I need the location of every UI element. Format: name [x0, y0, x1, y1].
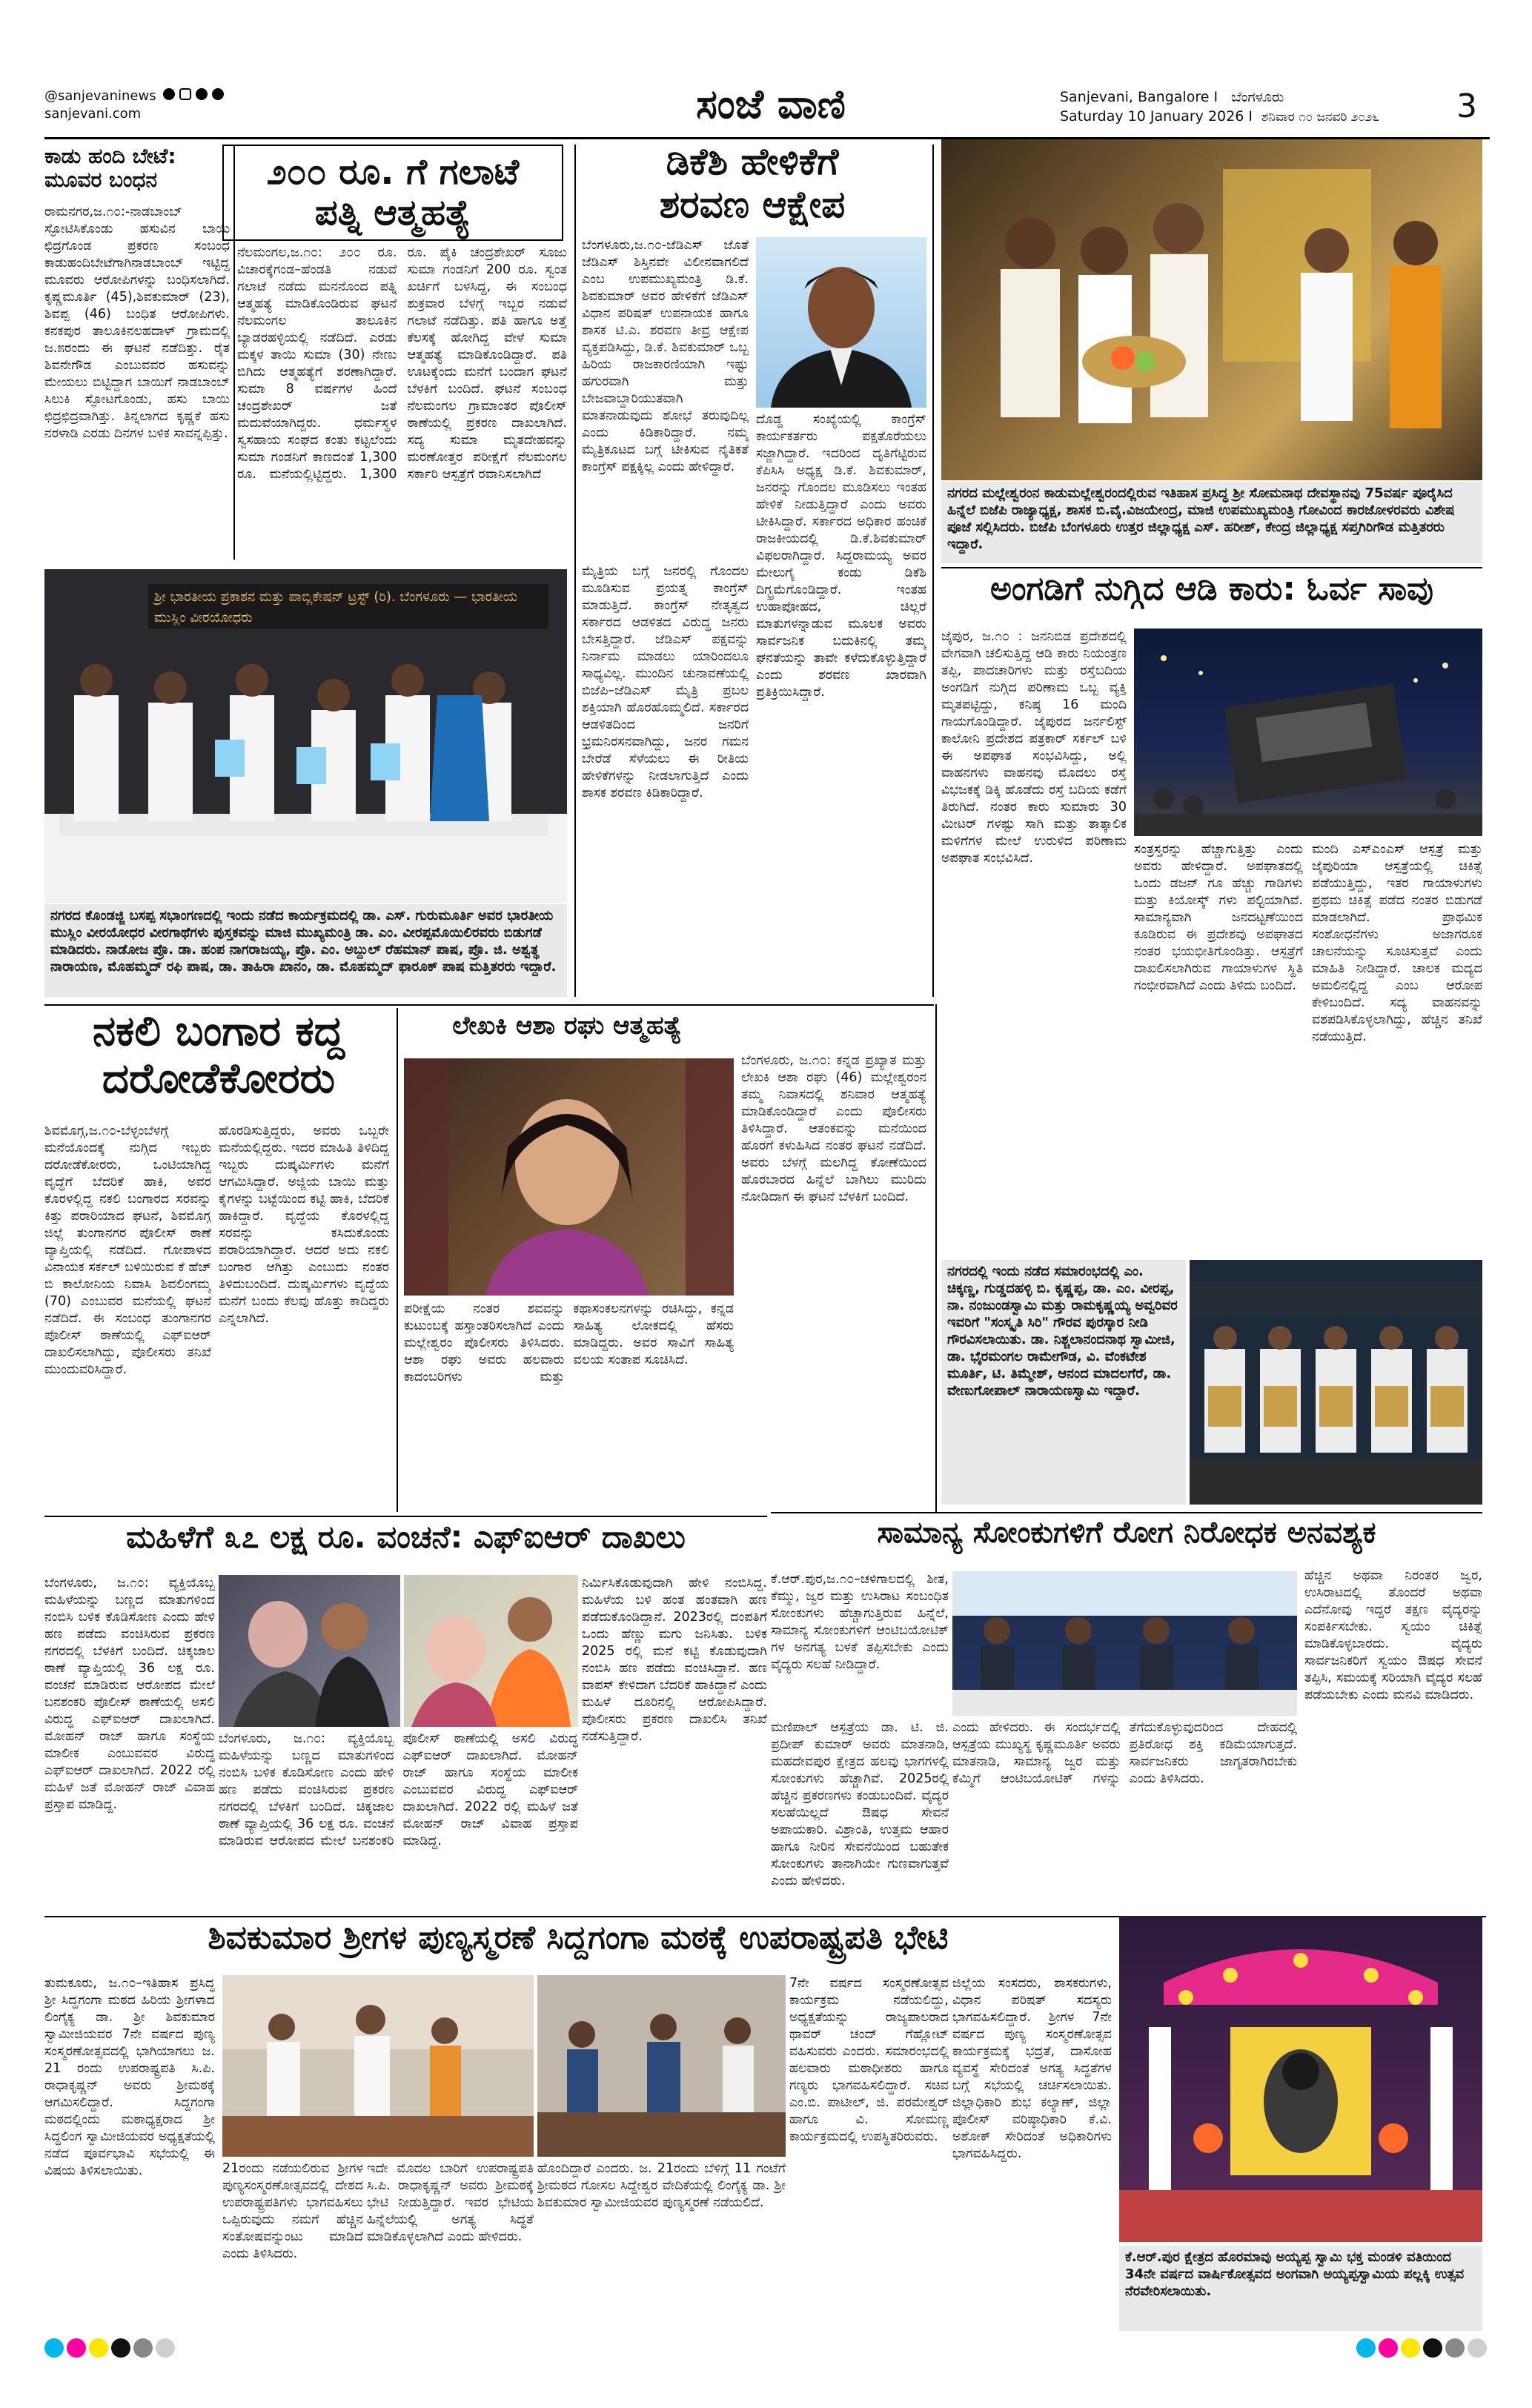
blurred-couple-photo	[219, 1575, 400, 1727]
mahile-body-continued: ಬೆಂಗಳೂರು, ಜ.೧೦: ವ್ಯಕ್ತಿಯೊಬ್ಬ ಮಹಿಳೆಯನ್ನು ಬಣ್ಣದ ಮಾತುಗಳಿಂದ ನಂಬಿಸಿ ಬಳಿಕ ಕೊಡಿಸೋಣ ಎಂದು ಹೇಳಿ ಹಣ ಪಡೆದು ವಂಚಿಸಿರುವ ಪ್ರಕರಣ ನಗರದಲ್ಲಿ ಬೆಳಕಿಗೆ ಬಂದಿದೆ. ಚಿಕ್ಕಜಾಲ ಠಾಣೆ ವ್ಯಾಪ್ತಿಯಲ್ಲಿ 36 ಲಕ್ಷ ರೂ. ವಂಚನೆ ಮಾಡಿರುವ ಆರೋಪದ ಮೇಲೆ ಬನಶಂಕರಿ ಪೊಲೀಸ್ ಠಾಣೆಯಲ್ಲಿ ಅಸಲಿ ವಿರುದ್ಧ ಎಫ್ಐಆರ್ ದಾಖಲಾಗಿದೆ. ಮೋಹನ್ ರಾಜ್ ಹಾಗೂ ಸಂಸ್ಥೆಯ ಮಾಲೀಕ ಎಂಬುವವರ ವಿರುದ್ಧ ಎಫ್ಐಆರ್ ದಾಖಲಾಗಿದೆ. 2022 ರಲ್ಲಿ ಮಹಿಳೆ ಜತೆ ಮೋಹನ್ ರಾಜ್ ವಿವಾಹ ಪ್ರಸ್ತಾಪ ಮಾಡಿದ್ದ.	[219, 1731, 578, 1848]
ayyappa-idol-photo	[1119, 1916, 1482, 2242]
galate-headline-line2: ಪತ್ನಿ ಆತ್ಮಹತ್ಯೆ	[314, 192, 471, 234]
doctors-panel-scene	[952, 1571, 1297, 1716]
edition-name: Sanjevani, Bangalore	[1060, 89, 1210, 105]
saravana-photo	[756, 237, 926, 408]
officials-meeting-scene	[537, 1975, 786, 2157]
masthead-logo: ಸಂಜೆ ವಾಣಿ	[696, 80, 846, 127]
siddaganga-photo-right	[537, 1975, 786, 2157]
reg-dot	[111, 2338, 130, 2358]
woman-portrait	[404, 1058, 734, 1296]
book-release-scene	[44, 569, 567, 903]
samanya-body-right: ಹೆಚ್ಚಿನ ಅಥವಾ ನಿರಂತರ ಜ್ವರ, ಉಸಿರಾಟದಲ್ಲಿ ತೊಂದರೆ ಅಥವಾ ಎದೆನೋವು ಇದ್ದರೆ ತಕ್ಷಣ ವೈದ್ಯರನ್ನು ಸಂಪರ್ಕಿಸಬೇಕು. ಸ್ವಯಂ ಚಿಕಿತ್ಸೆ ಮಾಡಿಕೊಳ್ಳಬಾರದು. ವೈದ್ಯರು ಸಾರ್ವಜನಿಕರಿಗೆ ಸ್ವಯಂ ಔಷಧ ಸೇವನೆ ತಪ್ಪಿಸಿ, ಸಮಯಕ್ಕೆ ಸರಿಯಾಗಿ ವೈದ್ಯರ ಸಲಹೆ ಪಡೆಯಬೇಕು ಎಂದು ಮನವಿ ಮಾಡಿದರು.	[1304, 1568, 1482, 1702]
galate-headline-line1: ೨೦೦ ರೂ. ಗೆ ಗಲಾಟೆ	[266, 151, 520, 193]
divider	[771, 1512, 1482, 1513]
shivakumara-body-right2: ಜಿಲ್ಲೆಯ ಸಂಸದರು, ಶಾಸಕರುಗಳು, ವಿಧಾನ ಪರಿಷತ್ ಸದಸ್ಯರು ಭಾಗವಹಿಸಲಿದ್ದಾರೆ. ಶ್ರೀಗಳ 7ನೇ ವರ್ಷದ ಪುಣ್ಯ ಸಂಸ್ಮರಣೋತ್ಸವ ಕಾರ್ಯಕ್ರಮಕ್ಕೆ ಭದ್ರತೆ, ದಾಸೋಹ ವ್ಯವಸ್ಥೆ ಸೇರಿದಂತೆ ಅಗತ್ಯ ಸಿದ್ಧತೆಗಳ ಬಗ್ಗೆ ಸಭೆಯಲ್ಲಿ ಚರ್ಚಿಸಲಾಯಿತು. ಜಿಲ್ಲಾಧಿಕಾರಿ ಶುಭ ಕಲ್ಯಾಣ್, ಜಿಲ್ಲಾ ಪೊಲೀಸ್ ವರಿಷ್ಠಾಧಿಕಾರಿ ಕೆ.ವಿ. ಅಶೋಕ್ ಸೇರಿದಂತೆ ಅಧಿಕಾರಿಗಳು ಭಾಗವಹಿಸಿದ್ದರು.	[952, 1976, 1112, 2161]
book-release-photo	[44, 569, 567, 903]
siddaganga-body-mid1: ಸಿ.ಪಿ. ರಾಧಾಕೃಷ್ಣನ್ ಅವರು ಶ್ರೀಮಠಕ್ಕೆ ಭೇಟಿ ನೀಡುತ್ತಿದ್ದಾರೆ. ಇವರ ಭೇಟಿಯ ಹಿನ್ನೆಲೆಯಲ್ಲಿ ಅಗತ್ಯ ಸಿದ್ಧತೆ ಮಾಡಿಕೊಳ್ಳಲಾಗಿದೆ ಎಂದು ಹೇಳಿದರು.	[367, 2178, 534, 2244]
samanya-headline: ಸಾಮಾನ್ಯ ಸೋಂಕುಗಳಿಗೆ ರೋಗ ನಿರೋಧಕ ಅನವಶ್ಯಕ	[877, 1516, 1376, 1550]
mahile-body-left: ಬೆಂಗಳೂರು, ಜ.೧೦: ವ್ಯಕ್ತಿಯೊಬ್ಬ ಮಹಿಳೆಯನ್ನು ಬಣ್ಣದ ಮಾತುಗಳಿಂದ ನಂಬಿಸಿ ಬಳಿಕ ಕೊಡಿಸೋಣ ಎಂದು ಹೇಳಿ ಹಣ ಪಡೆದು ವಂಚಿಸಿರುವ ಪ್ರಕರಣ ನಗರದಲ್ಲಿ ಬೆಳಕಿಗೆ ಬಂದಿದೆ. ಚಿಕ್ಕಜಾಲ ಠಾಣೆ ವ್ಯಾಪ್ತಿಯಲ್ಲಿ 36 ಲಕ್ಷ ರೂ. ವಂಚನೆ ಮಾಡಿರುವ ಆರೋಪದ ಮೇಲೆ ಬನಶಂಕರಿ ಪೊಲೀಸ್ ಠಾಣೆಯಲ್ಲಿ ಅಸಲಿ ವಿರುದ್ಧ ಎಫ್ಐಆರ್ ದಾಖಲಾಗಿದೆ. ಮೋಹನ್ ರಾಜ್ ಹಾಗೂ ಸಂಸ್ಥೆಯ ಮಾಲೀಕ ಎಂಬುವವರ ವಿರುದ್ಧ ಎಫ್ಐಆರ್ ದಾಖಲಾಗಿದೆ. 2022 ರಲ್ಲಿ ಮಹಿಳೆ ಜತೆ ಮೋಹನ್ ರಾಜ್ ವಿವಾಹ ಪ್ರಸ್ತಾಪ ಮಾಡಿದ್ದ.	[44, 1576, 215, 1812]
social-block	[44, 87, 224, 123]
crashed-car-scene	[1134, 628, 1482, 836]
instagram-icon[interactable]	[179, 88, 191, 100]
divider	[935, 1004, 937, 1512]
dks-body-left: ಬೆಂಗಳೂರು,ಜ.೧೦-ಜೆಡಿಎಸ್ ಜೊತೆ ಜೆಡಿಎಸ್ ಶಿಸ್ತಿನವೇ ವಿಲೀನವಾಗಲಿದೆ ಎಂಬ ಉಪಮುಖ್ಯಮಂತ್ರಿ ಡಿ.ಕೆ. ಶಿವಕುಮಾರ್ ಅವರ ಹೇಳಿಕೆಗೆ ಜೆಡಿಎಸ್ ವಿಧಾನ ಪರಿಷತ್ ಉಪನಾಯಕ ಹಾಗೂ ಶಾಸಕ ಟಿ.ಎ. ಶರವಣ ತೀವ್ರ ಆಕ್ಷೇಪ ವ್ಯಕ್ತಪಡಿಸಿದ್ದು, ಡಿ.ಕೆ. ಶಿವಕುಮಾರ್ ಒಬ್ಬ ಹಿರಿಯ ರಾಜಕಾರಣಿಯಾಗಿ ಇಷ್ಟು ಹಗುರವಾಗಿ ಮತ್ತು ಬೇಜವಾಬ್ದಾರಿಯುತವಾಗಿ ಮಾತನಾಡುವುದು ಶೋಭೆ ತರುವುದಿಲ್ಲ ಎಂದು ಕಿಡಿಕಾರಿದ್ದಾರೆ. ನಮ್ಮ ಮೈತ್ರಿಕೂಟದ ಬಗ್ಗೆ ಟೀಕಿಸುವ ನೈತಿಕತೆ ಕಾಂಗ್ರೆಸ್ ಪಕ್ಷಕ್ಕಿಲ್ಲ ಎಂದು ಹೇಳಿದ್ದಾರೆ.	[582, 238, 749, 474]
award-caption: ನಗರದಲ್ಲಿ ಇಂದು ನಡೆದ ಸಮಾರಂಭದಲ್ಲಿ ಎಂ. ಚಿಕ್ಕಣ್ಣ, ಗುಡ್ಡದಹಳ್ಳಿ ಬಿ. ಕೃಷ್ಣಪ್ಪ, ಡಾ. ಎಂ. ವೀರಪ್ಪ, ನಾ. ನಂಜುಂಡಸ್ವಾಮಿ ಮತ್ತು ರಾಮಕೃಷ್ಣಯ್ಯ ಅವ್ವರಿವರ ಇವರಿಗೆ "ಸಂಸ್ಕೃತಿ ಸಿರಿ" ಗೌರವ ಪುರಸ್ಕಾರ ನೀಡಿ ಗೌರವಿಸಲಾಯಿತು. ಡಾ. ನಿಶ್ಚಲಾನಂದನಾಥ ಸ್ವಾಮೀಜಿ, ಡಾ. ಭೈರಮಂಗಲ ರಾಮೇಗೌಡ, ವಿ. ವೆಂಕಟೇಶ ಮೂರ್ತಿ, ಟಿ. ತಿಮ್ಮೇಶ್, ಆನಂದ ಮಾದಲಗೆರೆ, ಡಾ. ವೇಣುಗೋಪಾಲ್ ನಾರಾಯಣಸ್ವಾಮಿ ಇದ್ದಾರೆ.	[941, 1260, 1186, 1505]
accident-photo	[1134, 628, 1482, 836]
kadu-headline-line1: ಕಾಡು ಹಂದಿ ಬೇಟೆ:	[44, 145, 176, 168]
siddaganga-caption-right: ಇದೇ ಮೊದಲ ಬಾರಿಗೆ ಉಪರಾಷ್ಟ್ರಪತಿ	[367, 2161, 534, 2176]
divider	[397, 1008, 398, 1512]
lekhaki-headline: ಲೇಖಕಿ ಆಶಾ ರಘು ಆತ್ಮಹತ್ಯೆ	[452, 1012, 682, 1041]
website-link[interactable]: sanjevani.com	[44, 106, 142, 122]
facebook-icon[interactable]	[163, 88, 175, 100]
book-banner: ಶ್ರೀ ಭಾರತೀಯ ಪ್ರಕಾಶನ ಮತ್ತು ಪಾಬ್ಲಿಕೇಷನ್ ಟ್ರಸ್ಟ್ (ರಿ). ಬೆಂಗಳೂರು — ಭಾರತೀಯ ಮುಸ್ಲಿಂ ವೀರಯೋಧರು	[148, 584, 548, 628]
lekhaki-body-bottom: ಪರೀಕ್ಷೆಯ ನಂತರ ಶವವನ್ನು ಕುಟುಂಬಕ್ಕೆ ಹಸ್ತಾಂತರಿಸಲಾಗಿದೆ ಎಂದು ಮಲ್ಲೇಶ್ವರಂ ಪೊಲೀಸರು ತಿಳಿಸಿದರು. ಆಶಾ ರಘು ಅವರು ಹಲವಾರು ಕಾದಂಬರಿಗಳು ಮತ್ತು ಕಥಾಸಂಕಲನಗಳನ್ನು ರಚಿಸಿದ್ದು, ಕನ್ನಡ ಸಾಹಿತ್ಯ ಲೋಕದಲ್ಲಿ ಹೆಸರು ಮಾಡಿದ್ದರು. ಅವರ ಸಾವಿಗೆ ಸಾಹಿತ್ಯ ವಲಯ ಸಂತಾಪ ಸೂಚಿಸಿದೆ.	[404, 1301, 734, 1384]
angadi-body-bottom-right: ಮಂದಿ ಎಸ್ಎಂಎಸ್ ಆಸ್ಪತ್ರೆ ಮತ್ತು ಜೈಪುರಿಯಾ ಆಸ್ಪತ್ರೆಯಲ್ಲಿ ಚಿಕಿತ್ಸೆ ಪಡೆಯುತ್ತಿದ್ದು, ಇತರ ಗಾಯಾಳುಗಳು ಪ್ರಥಮ ಚಿಕಿತ್ಸೆ ಪಡೆದ ನಂತರ ಬಿಡುಗಡೆ ಮಾಡಲಾಗಿದೆ. ಪ್ರಾಥಮಿಕ ಸಂಶೋಧನೆಗಳು ಅಜಾಗರೂಕ ಚಾಲನೆಯನ್ನು ಸೂಚಿಸುತ್ತವೆ ಎಂದು ಮಾಹಿತಿ ನೀಡಿದ್ದಾರೆ. ಚಾಲಕ ಮದ್ಯದ ಅಮಲಿನಲ್ಲಿದ್ದ ಎಂಬ ಆರೋಪ ಕೇಳಿಬಂದಿದೆ. ಸದ್ಯ ವಾಹನವನ್ನು ವಶಪಡಿಸಿಕೊಳ್ಳಲಾಗಿದ್ದು, ಹೆಚ್ಚಿನ ತನಿಖೆ ನಡೆಯುತ್ತಿದೆ.	[1312, 842, 1482, 1044]
reg-dot	[133, 2338, 153, 2358]
samanya-body-left: ಮಣಿಪಾಲ್ ಆಸ್ಪತ್ರೆಯ ಡಾ. ಟಿ. ಜಿ. ಪ್ರದೀಪ್ ಕುಮಾರ್ ಅವರು ಮಾತನಾಡಿ, ಮಹದೇವಪುರ ಕ್ಷೇತ್ರದ ಹಲವು ಭಾಗಗಳಲ್ಲಿ ಸೋಂಕುಗಳು ಹೆಚ್ಚಾಗಿವೆ. 2025ರಲ್ಲಿ ಹೆಚ್ಚಿನ ಪ್ರಕರಣಗಳು ಕಂಡುಬಂದಿವೆ. ವೈದ್ಯರ ಸಲಹೆಯಿಲ್ಲದೆ ಔಷಧ ಸೇವನೆ ಅಪಾಯಕಾರಿ. ವಿಶ್ರಾಂತಿ, ಉತ್ತಮ ಆಹಾರ ಹಾಗೂ ನೀರಿನ ಸೇವನೆಯಿಂದ ಬಹುತೇಕ ಸೋಂಕುಗಳು ತಾನಾಗಿಯೇ ಗುಣವಾಗುತ್ತವೆ ಎಂದು ಹೇಳಿದರು.	[771, 1720, 949, 1888]
dks-body-right: ಮೈತ್ರಿಯ ಬಗ್ಗೆ ಜನರಲ್ಲಿ ಗೊಂದಲ ಮೂಡಿಸುವ ಪ್ರಯತ್ನ ಕಾಂಗ್ರೆಸ್ ಮಾಡುತ್ತಿದೆ. ಕಾಂಗ್ರೆಸ್ ನೇತೃತ್ವದ ಸರ್ಕಾರದ ಆಡಳಿತದ ವಿರುದ್ಧ ಜನರು ಬೇಸತ್ತಿದ್ದಾರೆ. ಜೆಡಿಎಸ್ ಪಕ್ಷವನ್ನು ನಿರ್ನಾಮ ಮಾಡಲು ಯಾರಿಂದಲೂ ಸಾಧ್ಯವಿಲ್ಲ. ಮುಂದಿನ ಚುನಾವಣೆಯಲ್ಲಿ ಬಿಜೆಪಿ–ಜೆಡಿಎಸ್ ಮೈತ್ರಿ ಪ್ರಬಲ ಶಕ್ತಿಯಾಗಿ ಹೊರಹೊಮ್ಮಲಿದೆ. ಸರ್ಕಾರದ ಆಡಳಿತದಿಂದ ಜನರಿಗೆ ಭ್ರಮನಿರಸನವಾಗಿದ್ದು, ಜನರ ಗಮನ ಬೇರೆಡೆ ಸೆಳೆಯಲು ಈ ರೀತಿಯ ಹೇಳಿಕೆಗಳನ್ನು ನೀಡಲಾಗುತ್ತಿದೆ ಎಂದು ಶಾಸಕ ಶರವಣ ಕಿಡಿಕಾರಿದ್ದಾರೆ.	[582, 564, 749, 800]
temple-photo	[941, 139, 1482, 480]
mahile-photo-caption	[219, 1731, 578, 1908]
registration-marks-right	[1356, 2338, 1490, 2361]
reg-dot	[1423, 2338, 1442, 2358]
reg-dot	[1356, 2338, 1376, 2358]
blurred-couple-photo	[404, 1575, 578, 1727]
date-en: Saturday 10 January 2026	[1060, 108, 1244, 125]
samanya-body-top: ಕೆ.ಆರ್.ಪುರ,ಜ.೧೦–ಚಳಿಗಾಲದಲ್ಲಿ ಶೀತ, ಕೆಮ್ಮು, ಜ್ವರ ಮತ್ತು ಉಸಿರಾಟ ಸಂಬಂಧಿತ ಸೋಂಕುಗಳು ಹೆಚ್ಚಾಗುತ್ತಿರುವ ಹಿನ್ನೆಲೆ, ಸಾಮಾನ್ಯ ಸೋಂಕುಗಳಿಗೆ ಆಂಟಿಬಯೋಟಿಕ್ ಗಳ ಅನಗತ್ಯ ಬಳಕೆ ತಪ್ಪಿಸಬೇಕು ಎಂದು ವೈದ್ಯರು ಸಲಹೆ ನೀಡಿದ್ದಾರೆ.	[771, 1572, 949, 1672]
mahile-photo-right	[404, 1575, 578, 1727]
kadu-body: ರಾಮನಗರ,ಜ.೧೦:-ನಾಡಬಾಂಬ್ ಸ್ಫೋಟಿಸಿಕೊಂಡು ಹಸುವಿನ ಬಾಯಿ ಛಿದ್ರಗೊಂಡ ಪ್ರಕರಣ ಸಂಬಂಧ ಕಾಡುಹಂದಿಬೇಟೆಗಾಗಿನಾಡಬಾಂಬ್ ಇಟ್ಟಿದ್ದ ಮೂವರು ಆರೋಪಿಗಳನ್ನು ಬಂಧಿಸಲಾಗಿದೆ. ಕೃಷ್ಣಮೂರ್ತಿ (45),ಶಿವಕುಮಾರ್ (23), ಶಿವಪ್ಪ (46) ಬಂಧಿತ ಆರೋಪಿಗಳು. ಕನಕಪುರ ತಾಲೂಕಿನಲಹದಾಳ್ ಗ್ರಾಮದಲ್ಲಿ ಜ.೫ರಂದು ಈ ಘಟನೆ ನಡೆದಿತ್ತು. ರೈತ ಶಿವನೇಗೌಡ ಎಂಬುವವರ ಹಸುವನ್ನು ಮೇಯಲು ಬಿಟ್ಟಿದ್ದಾಗ ಬಾಯಿಗೆ ನಾಡಬಾಂಬ್ ಸಿಲುಕಿ ಸ್ಫೋಟಗೊಂಡು, ಹಸು ಬಾಯಿ ಛಿದ್ರಛಿದ್ರವಾಗಿತ್ತು. ತಿನ್ನಲಾಗದ ಕೃಷ್ಣಕೆ ಹಸು ನರಳಾಡಿ ಎರಡು ದಿನಗಳ ಬಳಿಕ ಸಾವನ್ನಪ್ಪಿತ್ತು.	[44, 205, 230, 441]
samanya-body-mid: ಎಂದು ಹೇಳಿದರು. ಈ ಸಂದರ್ಭದಲ್ಲಿ ಆಸ್ಪತ್ರೆಯ ಮುಖ್ಯಸ್ಥ ಕೃಷ್ಣಮೂರ್ತಿ ಅವರು ಮಾತನಾಡಿ, ಸಾಮಾನ್ಯ ಜ್ವರ ಮತ್ತು ಕೆಮ್ಮಿಗೆ ಆಂಟಿಬಯೋಟಿಕ್ ಗಳನ್ನು ತೆಗೆದುಕೊಳ್ಳುವುದರಿಂದ ದೇಹದಲ್ಲಿ ಪ್ರತಿರೋಧ ಶಕ್ತಿ ಕಡಿಮೆಯಾಗುತ್ತದೆ. ಸಾರ್ವಜನಿಕರು ಜಾಗೃತರಾಗಿರಬೇಕು ಎಂದು ತಿಳಿಸಿದರು.	[952, 1720, 1297, 1786]
person-portrait-icon	[756, 237, 926, 408]
divider	[44, 1516, 767, 1517]
kadu-headline-line2: ಮೂವರ ಬಂಧನ	[44, 168, 158, 193]
siddaganga-photo-left	[222, 1975, 534, 2157]
divider	[44, 1004, 934, 1006]
page-header	[0, 0, 1532, 145]
shivakumara-body-right1: 7ನೇ ವರ್ಷದ ಸಂಸ್ಮರಣೋತ್ಸವ ಕಾರ್ಯಕ್ರಮ ನಡೆಯಲಿದ್ದು, ಅಧ್ಯಕ್ಷತೆಯನ್ನು ರಾಜ್ಯಪಾಲರಾದ ಥಾವರ್ ಚಂದ್ ಗೆಹ್ಲೋಟ್ ವಹಿಸುವರು ಎಂದರು. ಸಮಾರಂಭದಲ್ಲಿ ಹಲವಾರು ಮಠಾಧೀಶರು ಹಾಗೂ ಗಣ್ಯರು ಭಾಗವಹಿಸಲಿದ್ದಾರೆ. ಸಚಿವ ಎಂ.ಬಿ. ಪಾಟೀಲ್, ಜಿ. ಪರಮೇಶ್ವರ್ ಹಾಗೂ ವಿ. ಸೋಮಣ್ಣ ಕಾರ್ಯಕ್ರಮದಲ್ಲಿ ಉಪಸ್ಥಿತರಿರುವರು.	[789, 1976, 949, 2144]
shivakumara-body-mid2: ಹೊಂದಿದ್ದಾರೆ ಎಂದರು. ಜ. 21ರಂದು ಬೆಳಿಗ್ಗೆ 11 ಗಂಟೆಗೆ ಶ್ರೀಮಠದ ಗೋಸಲ ಸಿದ್ದೇಶ್ವರ ವೇದಿಕೆಯಲ್ಲಿ ಲಿಂಗೈಕ್ಯ ಡಾ. ಶ್ರೀ ಶಿವಕುಮಾರ ಸ್ವಾಮೀಜಿಯವರ ಪುಣ್ಯಸ್ಮರಣೆ ನಡೆಯಲಿದೆ.	[537, 2161, 786, 2210]
reg-dot	[89, 2338, 108, 2358]
nakali-body-right: ಹೊರಡಿಸುತ್ತಿದ್ದರು, ಅವರು ಒಬ್ಬರೇ ಮನೆಯಲ್ಲಿದ್ದರು. ಇದರ ಮಾಹಿತಿ ತಿಳಿದಿದ್ದ ಇಬ್ಬರು ದುಷ್ಕರ್ಮಿಗಳು ಮನೆಗೆ ಆಗಮಿಸಿದ್ದಾರೆ. ಅಜ್ಜಿಯ ಬಾಯಿ ಮತ್ತು ಕೈಗಳನ್ನು ಬಟ್ಟೆಯಿಂದ ಕಟ್ಟಿ ಹಾಕಿ, ಬೆದರಿಕೆ ಹಾಕಿದ್ದಾರೆ. ವೃದ್ಧೆಯ ಕೊರಳಲ್ಲಿದ್ದ ಸರವನ್ನು ಕಸಿದುಕೊಂಡು ಪರಾರಿಯಾಗಿದ್ದಾರೆ. ಆದರೆ ಅದು ನಕಲಿ ಬಂಗಾರ ಆಗಿತ್ತು ಎಂಬುದು ನಂತರ ತಿಳಿದುಬಂದಿದೆ. ದುಷ್ಕರ್ಮಿಗಳು ವೃದ್ಧೆಯ ಮನೆಗೆ ಬಂದು ಕೆಲವು ಹೊತ್ತು ಕಾದಿದ್ದರು ಎನ್ನಲಾಗಿದೆ.	[219, 1124, 389, 1326]
social-handle: @sanjevaninews	[44, 88, 156, 104]
angadi-body-bottom-left: ಸಂತ್ರಸ್ತರನ್ನು ಹೆಚ್ಚಾಗುತ್ತಿತ್ತು ಎಂದು ಅವರು ಹೇಳಿದ್ದಾರೆ. ಅಪಘಾತದಲ್ಲಿ ಒಂದು ಡಜನ್ ಗೂ ಹೆಚ್ಚು ಗಾಡಿಗಳು ಮತ್ತು ಕಿಯೋಸ್ಕ್ ಗಳು ಪಲ್ಟಿಯಾಗಿವೆ. ಸಾಮಾನ್ಯವಾಗಿ ಜನದಟ್ಟಣೆಯಿಂದ ಕೂಡಿರುವ ಈ ಪ್ರದೇಶವು ಅಪಘಾತದ ನಂತರ ಭಯಭೀತಿಗೊಂಡಿತ್ತು. ಆಸ್ಪತ್ರೆಗೆ ದಾಖಲಿಸಲಾಗಿರುವ ಗಾಯಾಳುಗಳ ಸ್ಥಿತಿ ಗಂಭೀರವಾಗಿದೆ ಎಂದು ತಿಳಿದು ಬಂದಿದೆ.	[1134, 842, 1303, 993]
asha-raghu-photo	[404, 1058, 734, 1296]
lekhaki-body-top: ಬೆಂಗಳೂರು, ಜ.೧೦: ಕನ್ನಡ ಪ್ರಖ್ಯಾತ ಮತ್ತು ಲೇಖಕಿ ಆಶಾ ರಘು (46) ಮಲ್ಲೇಶ್ವರಂನ ತಮ್ಮ ನಿವಾಸದಲ್ಲಿ ಶನಿವಾರ ಆತ್ಮಹತ್ಯೆ ಮಾಡಿಕೊಂಡಿದ್ದಾರೆ ಎಂದು ಪೊಲೀಸರು ತಿಳಿಸಿದ್ದಾರೆ. ಆತಂಕವನ್ನು ಮನೆಯಿಂದ ಹೊರಗೆ ಕಳುಹಿಸಿದ ನಂತರ ಘಟನೆ ನಡೆದಿದೆ. ಅವರು ಬೆಳಗ್ಗೆ ಮಲಗಿದ್ದ ಕೋಣೆಯಿಂದ ಹೊರಬಾರದ ಹಿನ್ನೆಲೆ ಬಾಗಿಲು ಮುರಿದು ನೋಡಿದಾಗ ಈ ಘಟನೆ ಬೆಳಕಿಗೆ ಬಂದಿದೆ.	[741, 1053, 926, 1204]
temple-scene	[941, 139, 1482, 480]
mahile-body-right: ನಿರ್ಮಿಸಿಕೊಡುವುದಾಗಿ ಹೇಳಿ ನಂಬಿಸಿದ್ದ. ಮಹಿಳೆಯ ಬಳಿ ಹಂತ ಹಂತವಾಗಿ ಹಣ ಪಡೆದುಕೊಂಡಿದ್ದಾನೆ. 2023ರಲ್ಲಿ ದಂಪತಿಗೆ ಒಂದು ಹೆಣ್ಣು ಮಗು ಜನಿಸಿತು. ಬಳಿಕ 2025 ರಲ್ಲಿ ಮನೆ ಕಟ್ಟಿ ಕೊಡುವುದಾಗಿ ನಂಬಿಸಿ ಹಣ ಪಡೆದು ವಂಚಿಸಿದ್ದಾನೆ. ಹಣ ವಾಪಸ್ ಕೇಳಿದಾಗ ಬೆದರಿಕೆ ಹಾಕಿದ್ದಾನೆ ಎಂದು ಮಹಿಳೆ ದೂರಿನಲ್ಲಿ ಆರೋಪಿಸಿದ್ದಾರೆ. ಪೊಲೀಸರು ಪ್ರಕರಣ ದಾಖಲಿಸಿ ತನಿಖೆ ನಡೆಸುತ್ತಿದ್ದಾರೆ.	[582, 1576, 767, 1744]
siddaganga-caption-mid	[367, 2160, 534, 2331]
edition-info: Sanjevani, Bangalore I ಬೆಂಗಳೂರು Saturday 10 January 2026 I ಶನಿವಾರ ೧೦ ಜನವರಿ ೨೦೨೬	[1060, 89, 1379, 125]
nakali-headline	[44, 1008, 393, 1119]
ayyappa-caption: ಕೆ.ಆರ್.ಪುರ ಕ್ಷೇತ್ರದ ಹೊರಮಾವು ಅಯ್ಯಪ್ಪ ಸ್ವಾಮಿ ಭಕ್ತ ಮಂಡಳಿ ವತಿಯಿಂದ 34ನೇ ವರ್ಷದ ವಾರ್ಷಿಕೋತ್ಸವದ ಅಂಗವಾಗಿ ಅಯ್ಯಪ್ಪಸ್ವಾಮಿಯ ಪಲ್ಲಕ್ಕಿ ಉತ್ಸವ ನೆರವೇರಿಸಲಾಯಿತು.	[1119, 2246, 1482, 2331]
reg-dot	[67, 2338, 86, 2358]
registration-marks-left	[44, 2338, 178, 2361]
reg-dot	[1379, 2338, 1398, 2358]
dks-body-mid: ದೊಡ್ಡ ಸಂಖ್ಯೆಯಲ್ಲಿ ಕಾಂಗ್ರೆಸ್ ಕಾರ್ಯಕರ್ತರು ಪಕ್ಷತೊರೆಯಲು ಸಜ್ಜಾಗಿದ್ದಾರೆ. ಇದರಿಂದ ದೃತಿಗೆಟ್ಟಿರುವ ಕೆಪಿಸಿಸಿ ಅಧ್ಯಕ್ಷ ಡಿ.ಕೆ. ಶಿವಕುಮಾರ್, ಜನರನ್ನು ಗೊಂದಲ ಮೂಡಿಸಲು ಇಂತಹ ಹೇಳಿಕೆ ನೀಡುತ್ತಿದ್ದಾರೆ ಎಂದು ಅವರು ಟೀಕಿಸಿದ್ದಾರೆ. ಸರ್ಕಾರದ ಅಧಿಕಾರ ಹಂಚಿಕೆ ರಾಜಕೀಯದಲ್ಲಿ ಡಿ.ಕೆ.ಶಿವಕುಮಾರ್ ವಿಫಲರಾಗಿದ್ದಾರೆ. ಸಿದ್ದರಾಮಯ್ಯ ಅವರ ಮೇಲುಗೈ ಕಂಡು ಡಿಕೆಶಿ ದಿಗ್ಭ್ರಮೆಗೊಂಡಿದ್ದಾರೆ. ಇಂತಹ ಉಹಾಪೋಹದ, ಚಿಲ್ಲರೆ ಮಾತುಗಳನ್ನಾಡುವ ಮೂಲಕ ಅವರು ಸಾರ್ವಜನಿಕ ಬದುಕಿನಲ್ಲಿ ತಮ್ಮ ಘನತೆಯನ್ನು ತಾವೇ ಕಳೆದುಕೊಳ್ಳುತ್ತಿದ್ದಾರೆ ಎಂದು ಶರವಣ ಖಾರವಾಗಿ ಪ್ರತಿಕ್ರಿಯಿಸಿದ್ದಾರೆ.	[756, 412, 926, 700]
youtube-icon[interactable]	[196, 88, 208, 100]
galate-headline	[222, 145, 563, 241]
book-release-caption: ನಗರದ ಕೊಂಡಜ್ಜಿ ಬಸಪ್ಪ ಸಭಾಂಗಣದಲ್ಲಿ ಇಂದು ನಡೆದ ಕಾರ್ಯಕ್ರಮದಲ್ಲಿ ಡಾ. ಎಸ್. ಗುರುಮೂರ್ತಿ ಅವರ ಭಾರತೀಯ ಮುಸ್ಲಿಂ ವೀರಯೋಧರ ವೀರಗಾಥೆಗಳು ಪುಸ್ತಕವನ್ನು ಮಾಜಿ ಮುಖ್ಯಮಂತ್ರಿ ಡಾ. ಎಂ. ವೀರಪ್ಪಮೊಯಿಲಿರವರು ಬಿಡುಗಡೆ ಮಾಡಿದರು. ನಾಡೋಜ ಪ್ರೊ. ಡಾ. ಹಂಪ ನಾಗರಾಜಯ್ಯ, ಪ್ರೊ. ಎಂ. ಅಬ್ದುಲ್ ರೆಹಮಾನ್ ಪಾಷ, ಪ್ರೊ. ಜಿ. ಅಶ್ವತ್ಥ ನಾರಾಯಣ, ಮೊಹಮ್ಮದ್ ರಫಿ ಪಾಷ, ಡಾ. ತಾಹಿರಾ ಖಾನಂ, ಡಾ. ಮೊಹಮ್ಮದ್ ಫಾರೂಕ್ ಪಾಷ ಮತ್ತಿತರರು ಇದ್ದಾರೆ.	[44, 904, 567, 997]
kadu-headline	[44, 145, 230, 192]
award-ceremony-scene	[1190, 1260, 1482, 1505]
mahile-photo-left	[219, 1575, 400, 1727]
date-kn: ಶನಿವಾರ ೧೦ ಜನವರಿ ೨೦೨೬	[1261, 110, 1379, 125]
reg-dot	[1401, 2338, 1420, 2358]
shivakumara-headline: ಶಿವಕುಮಾರ ಶ್ರೀಗಳ ಪುಣ್ಯಸ್ಮರಣೆ ಸಿದ್ದಗಂಗಾ ಮಠಕ್ಕೆ ಉಪರಾಷ್ಟ್ರಪತಿ ಭೇಟಿ	[208, 1920, 949, 1957]
mahile-headline: ಮಹಿಳೆಗೆ ೩೭ ಲಕ್ಷ ರೂ. ವಂಚನೆ: ಎಫ್‌ಐಆರ್ ದಾಖಲು	[126, 1519, 686, 1555]
reg-dot	[1445, 2338, 1465, 2358]
siddaganga-caption-left: 21ರಂದು ನಡೆಯಲಿರುವ ಶ್ರೀಗಳ ಪುಣ್ಯಸಂಸ್ಮರಣೋತ್ಸವದಲ್ಲಿ ದೇಶದ ಉಪರಾಷ್ಟ್ರಪತಿಗಳು ಭಾಗವಹಿಸಲು ಒಪ್ಪಿರುವುದು ನಮಗೆ ಹೆಚ್ಚಿನ ಸಂತೋಷವನ್ನುಂಟು ಮಾಡಿದೆ ಎಂದು ತಿಳಿಸಿದರು.	[222, 2161, 363, 2261]
nakali-headline-line2: ದರೋಡೆಕೋರರು	[102, 1055, 336, 1104]
nakali-body-left: ಶಿವಮೊಗ್ಗ,ಜ.೧೦-ಬೆಳ್ಳಂಬೆಳಗ್ಗೆ ಮನೆಯೊಂದಕ್ಕೆ ನುಗ್ಗಿದ ಇಬ್ಬರು ದರೋಡೆಕೋರರು, ಒಂಟಿಯಾಗಿದ್ದ ವೃದ್ಧೆಗೆ ಬೆದರಿಕೆ ಹಾಕಿ, ಅವರ ಕೊರಳಲ್ಲಿದ್ದ ನಕಲಿ ಬಂಗಾರದ ಸರವನ್ನು ಕಿತ್ತು ಪರಾರಿಯಾದ ಘಟನೆ, ಶಿವಮೊಗ್ಗ ಜಿಲ್ಲೆ ತುಂಗಾನಗರ ಪೊಲೀಸ್ ಠಾಣೆ ವ್ಯಾಪ್ತಿಯಲ್ಲಿ ನಡೆದಿದೆ. ಗೋಪಾಳದ ವಿನಾಯಕ ಸರ್ಕಲ್ ಬಳಿಯಿರುವ ಕೆ ಹೆಚ್ ಬಿ ಕಾಲೋನಿಯ ನಿವಾಸಿ ಶಿವಲಿಂಗಮ್ಮ (70) ಎಂಬುವರ ಮನೆಯಲ್ಲಿ ಘಟನೆ ನಡೆದಿದೆ. ಈ ಸಂಬಂಧ ತುಂಗಾನಗರ ಪೊಲೀಸ್ ಠಾಣೆಯಲ್ಲಿ ಎಫ್ಐಆರ್ ದಾಖಲಿಸಲಾಗಿದ್ದು, ಪೊಲೀಸರು ತನಿಖೆ ಮುಂದುವರಿಸಿದ್ದಾರೆ.	[44, 1124, 211, 1377]
dks-headline-line1: ಡಿಕೆಶಿ ಹೇಳಿಕೆಗೆ	[666, 141, 839, 183]
twitter-icon[interactable]	[212, 88, 224, 100]
dks-headline-line2: ಶರವಣ ಆಕ್ಷೇಪ	[659, 182, 846, 226]
angadi-body-left: ಜೈಪುರ, ಜ.೧೦ : ಜನನಿಬಿಡ ಪ್ರದೇಶದಲ್ಲಿ ವೇಗವಾಗಿ ಚಲಿಸುತ್ತಿದ್ದ ಆಡಿ ಕಾರು ನಿಯಂತ್ರಣ ತಪ್ಪಿ, ಪಾದಚಾರಿಗಳು ಮತ್ತು ರಸ್ತೆಬದಿಯ ಅಂಗಡಿಗೆ ನುಗ್ಗಿದ ಪರಿಣಾಮ ಒಬ್ಬ ವ್ಯಕ್ತಿ ಮೃತಪಟ್ಟಿದ್ದು, ಕನಿಷ್ಠ 16 ಮಂದಿ ಗಾಯಗೊಂಡಿದ್ದಾರೆ. ಜೈಪುರದ ಜರ್ನಲಿಸ್ಟ್ ಕಾಲೋನಿ ಪ್ರದೇಶದ ಪತ್ರಕಾರ್ ಸರ್ಕಲ್ ಬಳಿ ಈ ಅಪಘಾತ ಸಂಭವಿಸಿದ್ದು, ಅಲ್ಲಿ ವಾಹನಗಳು ವಾಹನವು ಮೊದಲು ರಸ್ತೆ ವಿಭಜಕಕ್ಕೆ ಡಿಕ್ಕಿ ಹೊಡೆದು ರಸ್ತೆ ಬದಿಯ ಕಡೆಗೆ ತಿರುಗಿದೆ. ನಂತರ ಕಾರು ಸುಮಾರು 30 ಮೀಟರ್ ಗಳಷ್ಟು ಸಾಗಿ ಮತ್ತು ತಾತ್ಕಾಲಿಕ ಮಳಿಗೆಗಳ ಮೇಲೆ ಉರುಳಿದ ಪರಿಣಾಮ ಅಪಘಾತ ಸಂಭವಿಸಿದೆ.	[941, 629, 1127, 866]
dks-headline	[582, 141, 923, 237]
angadi-headline: ಅಂಗಡಿಗೆ ನುಗ್ಗಿದ ಆಡಿ ಕಾರು: ಓರ್ವ ಸಾವು	[990, 571, 1433, 608]
temple-caption: ನಗರದ ಮಲ್ಲೇಶ್ವರಂನ ಕಾಡುಮಲ್ಲೇಶ್ವರಂದಲ್ಲಿರುವ ಇತಿಹಾಸ ಪ್ರಸಿದ್ಧ ಶ್ರೀ ಸೋಮನಾಥ ದೇವಸ್ಥಾನವು 75ವರ್ಷ ಪೂರೈಸಿದ ಹಿನ್ನೆಲೆ ಬಿಜೆಪಿ ರಾಜ್ಯಾಧ್ಯಕ್ಷ, ಶಾಸಕ ಬಿ.ವೈ.ವಿಜಯೇಂದ್ರ, ಮಾಜಿ ಉಪಮುಖ್ಯಮಂತ್ರಿ ಗೋವಿಂದ ಕಾರಜೋಳರವರು ವಿಶೇಷ ಪೂಜೆ ಸಲ್ಲಿಸಿದರು. ಬಿಜೆಪಿ ಬೆಂಗಳೂರು ಉತ್ತರ ಜಿಲ್ಲಾಧ್ಯಕ್ಷ ಎಸ್. ಹರೀಶ್, ಕೇಂದ್ರ ಜಿಲ್ಲಾಧ್ಯಕ್ಷ ಸಪ್ತಗಿರಿಗೌಡ ಮತ್ತಿತರರು ಇದ್ದಾರೆ.	[941, 482, 1482, 563]
shivakumara-body-left: ತುಮಕೂರು, ಜ.೧೦–ಇತಿಹಾಸ ಪ್ರಸಿದ್ಧ ಶ್ರೀ ಸಿದ್ದಗಂಗಾ ಮಠದ ಹಿರಿಯ ಶ್ರೀಗಳಾದ ಲಿಂಗೈಕ್ಯ ಡಾ. ಶ್ರೀ ಶಿವಕುಮಾರ ಸ್ವಾಮೀಜಿಯವರ 7ನೇ ವರ್ಷದ ಪುಣ್ಯ ಸಂಸ್ಮರಣೋತ್ಸವದಲ್ಲಿ ಭಾಗಿಯಾಗಲು ಜ. 21 ರಂದು ಉಪರಾಷ್ಟ್ರಪತಿ ಸಿ.ಪಿ. ರಾಧಾಕೃಷ್ಣನ್ ಅವರು ಶ್ರೀಮಠಕ್ಕೆ ಆಗಮಿಸಲಿದ್ದಾರೆ. ಸಿದ್ದಗಂಗಾ ಮಠದಲ್ಲಿಂದು ಮಠಾಧ್ಯಕ್ಷರಾದ ಶ್ರೀ ಸಿದ್ಧಲಿಂಗ ಸ್ವಾಮೀಜಿಯವರ ಅಧ್ಯಕ್ಷತೆಯಲ್ಲಿ ನಡೆದ ಪೂರ್ವಭಾವಿ ಸಭೆಯಲ್ಲಿ ಈ ವಿಷಯ ತಿಳಿಸಲಾಯಿತು.	[44, 1976, 215, 2178]
doctors-panel-photo	[952, 1571, 1297, 1716]
page-number: 3	[1456, 87, 1477, 125]
divider	[574, 145, 576, 997]
reg-dot	[44, 2338, 64, 2358]
divider	[941, 567, 1482, 568]
award-ceremony-photo	[1190, 1260, 1482, 1505]
galate-body: ನೆಲಮಂಗಲ,ಜ.೧೦: ೨೦೦ ರೂ. ವಿಚಾರಕ್ಕೆಗಂಡ–ಹೆಂಡತಿ ನಡುವೆ ಗಲಾಟೆ ನಡೆದು ಮನನೊಂದ ಪತ್ನಿ ಆತ್ಮಹತ್ಯೆ ಮಾಡಿಕೊಂಡಿರುವ ಘಟನೆ ನೆಲಮಂಗಲ ತಾಲೂಕಿನ ಬ್ಯಾಡರಹಳ್ಳಿಯಲ್ಲಿ ನಡೆದಿದೆ. ಎರಡು ಮಕ್ಕಳ ತಾಯಿ ಸುಮಾ (30) ನೇಣು ಬಿಗಿದು ಆತ್ಮಹತ್ಯೆಗೆ ಶರಣಾಗಿದ್ದಾರೆ. ಸುಮಾ 8 ವರ್ಷಗಳ ಹಿಂದೆ ಚಂದ್ರಶೇಖರ್ ಜತೆ ಮದುವೆಯಾಗಿದ್ದರು. ಧರ್ಮಸ್ಥಳ ಸ್ವಸಹಾಯ ಸಂಘದ ಕಂತು ಕಟ್ಟಲೆಂದು ಸುಮಾ ಗಂಡನಿಗೆ ಕಾಣದಂತೆ 1,300 ರೂ. ಮನೆಯಲ್ಲಿಟ್ಟಿದ್ದರು. 1,300 ರೂ. ಪೈಕಿ ಚಂದ್ರಶೇಖರ್ ಸೂಜು ಸುಮಾ ಗಂಡನಿಗೆ 200 ರೂ. ಸ್ವಂತ ಖರ್ಚಿಗೆ ಬಳಸಿದ್ದ, ಈ ಸಂಬಂಧ ಶುಕ್ರವಾರ ಬೆಳಗ್ಗೆ ಇಬ್ಬರ ನಡುವೆ ಗಲಾಟೆ ನಡೆದಿತ್ತು. ಪತಿ ಹಾಗೂ ಅತ್ತೆ ಕೆಲಸಕ್ಕೆ ಹೋಗಿದ್ದ ವೇಳೆ ಸುಮಾ ಆತ್ಮಹತ್ಯೆ ಮಾಡಿಕೊಂಡಿದ್ದಾರೆ. ಪತಿ ಊಟಕ್ಕೆಂದು ಮನೆಗೆ ಬಂದಾಗ ಘಟನೆ ಬೆಳಕಿಗೆ ಬಂದಿದೆ. ಘಟನೆ ಸಂಬಂಧ ನೆಲಮಂಗಲ ಗ್ರಾಮಾಂತರ ಪೊಲೀಸ್ ಠಾಣೆಯಲ್ಲಿ ಪ್ರಕರಣ ದಾಖಲಾಗಿದೆ. ಸದ್ಯ ಸುಮಾ ಮೃತದೇಹವನ್ನು ಮರಣೋತ್ತರ ಪರೀಕ್ಷೆಗೆ ನೆಲಮಂಗಲ ಸರ್ಕಾರಿ ಆಸ್ಪತ್ರೆಗೆ ರವಾನಿಸಲಾಗಿದೆ	[237, 245, 567, 482]
decorated-idol-scene	[1119, 1916, 1482, 2242]
reg-dot	[1468, 2338, 1487, 2358]
city-kn: ಬೆಂಗಳೂರು	[1231, 89, 1284, 105]
nakali-headline-line1: ನಕಲಿ ಬಂಗಾರ ಕದ್ದ	[93, 1008, 345, 1055]
meeting-scene	[222, 1975, 534, 2157]
reg-dot	[156, 2338, 175, 2358]
divider	[932, 145, 934, 997]
